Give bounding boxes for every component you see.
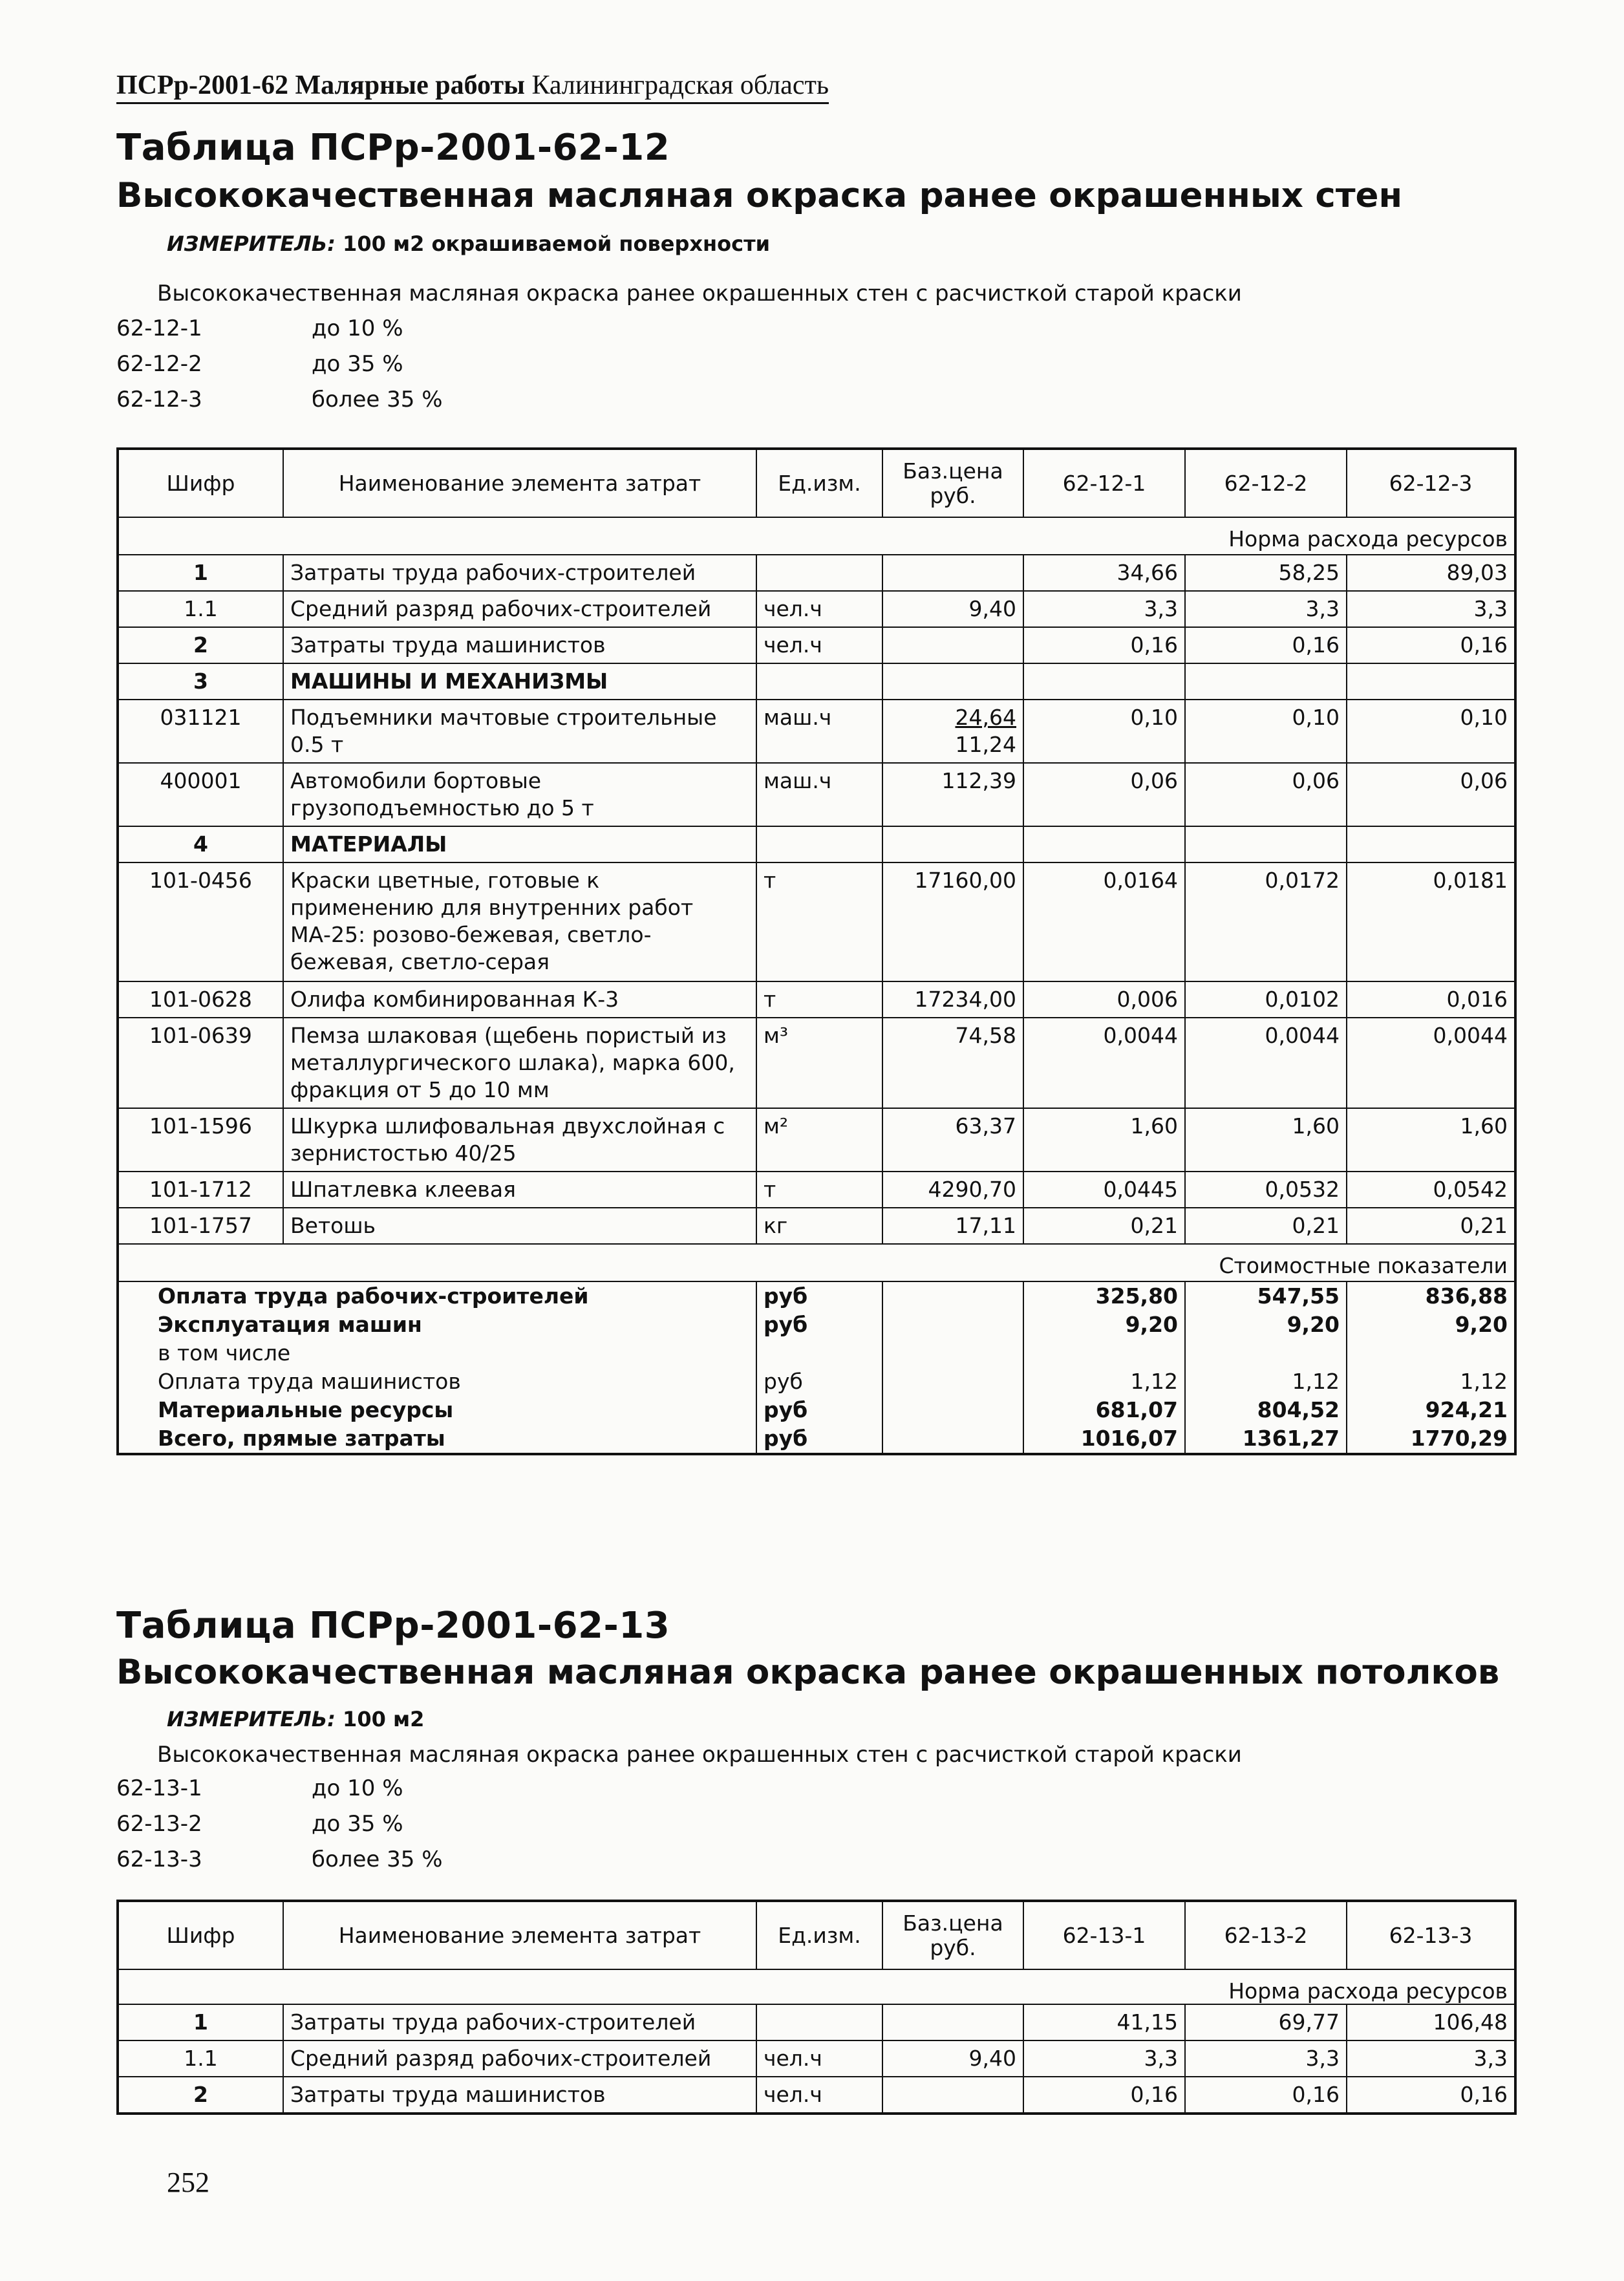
variant-code: 62-12-2 [116, 351, 202, 377]
row-v3: 0,16 [1347, 627, 1515, 663]
row-v2: 58,25 [1185, 555, 1347, 591]
row-v3: 0,16 [1347, 2077, 1515, 2114]
summary-price [882, 1339, 1023, 1367]
col-variant-2: 62-12-2 [1185, 449, 1347, 517]
row-v3 [1347, 663, 1515, 700]
row-v1: 41,15 [1023, 2004, 1185, 2040]
doc-code: ПСРр-2001-62 Малярные работы [116, 70, 525, 100]
row-v1: 0,0445 [1023, 1172, 1185, 1208]
table2-measure [167, 1707, 424, 1731]
variant-code: 62-13-1 [116, 1775, 202, 1801]
running-header [116, 70, 829, 104]
variant-code: 62-13-2 [116, 1811, 202, 1837]
row-price: 9,40 [882, 2040, 1023, 2077]
row-v3: 3,3 [1347, 591, 1515, 627]
col-price: Баз.цена руб. [882, 449, 1023, 517]
row-price [882, 663, 1023, 700]
row-name: Шкурка шлифовальная двухслойная с зернистостью 40/25 [283, 1108, 756, 1172]
table-row [118, 763, 1515, 826]
section-row [118, 663, 1515, 700]
variant-text: до 10 % [312, 1775, 403, 1801]
table-row [118, 2077, 1515, 2114]
section-row [118, 826, 1515, 862]
row-v3: 0,21 [1347, 1208, 1515, 1244]
summary-unit: руб [756, 1396, 882, 1424]
row-price [882, 700, 1023, 763]
table-row [118, 2004, 1515, 2040]
row-v2: 0,16 [1185, 2077, 1347, 2114]
summary-v3: 1770,29 [1347, 1424, 1515, 1454]
row-unit [756, 2004, 882, 2040]
row-code: 2 [118, 2077, 283, 2114]
col-code: Шифр [118, 449, 283, 517]
table1-measure [167, 231, 770, 256]
col-variant-3: 62-12-3 [1347, 449, 1515, 517]
row-price: 17,11 [882, 1208, 1023, 1244]
measure-value: 100 м2 окрашиваемой поверхности [343, 231, 771, 256]
variant-text: более 35 % [312, 1847, 443, 1872]
row-price: 17160,00 [882, 862, 1023, 981]
row-v1: 0,06 [1023, 763, 1185, 826]
norm-section-row [118, 1969, 1515, 2004]
row-v2 [1185, 663, 1347, 700]
table2-title: Таблица ПСРр-2001-62-13 [116, 1605, 670, 1647]
row-unit: чел.ч [756, 2077, 882, 2114]
row-v3: 3,3 [1347, 2040, 1515, 2077]
table2-description: Высококачественная масляная окраска ранее окрашенных стен с расчисткой старой краски [157, 1742, 1242, 1768]
summary-v1 [1023, 1339, 1185, 1367]
row-v3: 0,016 [1347, 981, 1515, 1018]
summary-unit: руб [756, 1367, 882, 1396]
row-unit [756, 663, 882, 700]
cost-label: Стоимостные показатели [118, 1244, 1515, 1281]
row-v3: 0,0044 [1347, 1018, 1515, 1108]
row-name: МАТЕРИАЛЫ [283, 826, 756, 862]
row-name: МАШИНЫ И МЕХАНИЗМЫ [283, 663, 756, 700]
row-unit: т [756, 1172, 882, 1208]
variant-text: до 35 % [312, 1811, 403, 1837]
summary-v1: 1,12 [1023, 1367, 1185, 1396]
row-v3: 0,0181 [1347, 862, 1515, 981]
row-v2: 0,0532 [1185, 1172, 1347, 1208]
row-name: Затраты труда машинистов [283, 2077, 756, 2114]
table2-subtitle: Высококачественная масляная окраска ранее окрашенных потолков [116, 1653, 1500, 1692]
row-price [882, 627, 1023, 663]
summary-unit: руб [756, 1281, 882, 1311]
table2-variant [116, 1847, 443, 1872]
table1-variant [116, 316, 403, 341]
row-price [882, 826, 1023, 862]
row-code: 3 [118, 663, 283, 700]
row-name: Подъемники мачтовые строительные 0.5 т [283, 700, 756, 763]
row-v1: 0,0164 [1023, 862, 1185, 981]
table1-subtitle: Высококачественная масляная окраска ранее окрашенных стен [116, 176, 1403, 215]
summary-row [118, 1339, 1515, 1367]
summary-v2 [1185, 1339, 1347, 1367]
row-v2: 69,77 [1185, 2004, 1347, 2040]
summary-name: Всего, прямые затраты [158, 1426, 445, 1451]
norm-label: Норма расхода ресурсов [118, 1969, 1515, 2004]
row-v2 [1185, 826, 1347, 862]
summary-unit [756, 1339, 882, 1367]
norm-label: Норма расхода ресурсов [118, 517, 1515, 555]
table-row [118, 591, 1515, 627]
col-variant-2: 62-13-2 [1185, 1901, 1347, 1969]
row-unit: м² [756, 1108, 882, 1172]
cost-section-row [118, 1244, 1515, 1281]
table2-variant [116, 1775, 403, 1801]
summary-unit: руб [756, 1424, 882, 1454]
row-v2: 0,21 [1185, 1208, 1347, 1244]
row-name: Олифа комбинированная К-3 [283, 981, 756, 1018]
table-row [118, 1108, 1515, 1172]
row-v2: 0,0044 [1185, 1018, 1347, 1108]
table1-description: Высококачественная масляная окраска ранее окрашенных стен с расчисткой старой краски [157, 281, 1242, 306]
price-value-2: 11,24 [955, 732, 1016, 757]
row-code: 1 [118, 555, 283, 591]
row-v3: 106,48 [1347, 2004, 1515, 2040]
row-price [882, 2004, 1023, 2040]
row-code: 101-0628 [118, 981, 283, 1018]
row-v1: 0,10 [1023, 700, 1185, 763]
row-price [882, 555, 1023, 591]
table-row [118, 2040, 1515, 2077]
col-name: Наименование элемента затрат [283, 1901, 756, 1969]
summary-v2: 547,55 [1185, 1281, 1347, 1311]
region: Калининградская область [531, 70, 829, 100]
row-price: 17234,00 [882, 981, 1023, 1018]
summary-name: Материальные ресурсы [158, 1397, 454, 1422]
row-v1 [1023, 826, 1185, 862]
col-code: Шифр [118, 1901, 283, 1969]
row-code: 400001 [118, 763, 283, 826]
table1-resource-table [116, 447, 1517, 1455]
row-unit [756, 826, 882, 862]
summary-v3: 924,21 [1347, 1396, 1515, 1424]
row-v2: 0,06 [1185, 763, 1347, 826]
summary-v3: 9,20 [1347, 1311, 1515, 1339]
row-unit: кг [756, 1208, 882, 1244]
summary-row [118, 1396, 1515, 1424]
row-name: Пемза шлаковая (щебень пористый из металлургического шлака), марка 600, фракция от 5 до 10 мм [283, 1018, 756, 1108]
variant-code: 62-12-3 [116, 387, 202, 412]
row-code: 1.1 [118, 591, 283, 627]
summary-v1: 9,20 [1023, 1311, 1185, 1339]
row-v3: 0,06 [1347, 763, 1515, 826]
summary-row [118, 1281, 1515, 1311]
norm-section-row [118, 517, 1515, 555]
row-price: 74,58 [882, 1018, 1023, 1108]
row-name: Средний разряд рабочих-строителей [283, 2040, 756, 2077]
table-row [118, 1208, 1515, 1244]
table-row [118, 1018, 1515, 1108]
row-v1: 0,0044 [1023, 1018, 1185, 1108]
row-v2: 1,60 [1185, 1108, 1347, 1172]
row-price: 4290,70 [882, 1172, 1023, 1208]
table1-variant [116, 387, 443, 412]
row-name: Затраты труда рабочих-строителей [283, 2004, 756, 2040]
table-row [118, 700, 1515, 763]
page-number: 252 [167, 2167, 209, 2198]
row-v3: 0,0542 [1347, 1172, 1515, 1208]
row-code: 1 [118, 2004, 283, 2040]
row-unit: чел.ч [756, 2040, 882, 2077]
table2-variant [116, 1811, 403, 1837]
table1-variant [116, 351, 403, 377]
table-row [118, 981, 1515, 1018]
row-code: 1.1 [118, 2040, 283, 2077]
table-row [118, 627, 1515, 663]
row-code: 101-0639 [118, 1018, 283, 1108]
summary-v2: 1,12 [1185, 1367, 1347, 1396]
row-v2: 0,10 [1185, 700, 1347, 763]
col-variant-1: 62-12-1 [1023, 449, 1185, 517]
row-unit [756, 555, 882, 591]
summary-v1: 681,07 [1023, 1396, 1185, 1424]
row-code: 031121 [118, 700, 283, 763]
price-value: 24,64 [955, 705, 1016, 730]
row-unit: т [756, 862, 882, 981]
variant-text: до 10 % [312, 316, 403, 341]
row-code: 101-0456 [118, 862, 283, 981]
row-unit: чел.ч [756, 627, 882, 663]
row-code: 101-1596 [118, 1108, 283, 1172]
measure-label: ИЗМЕРИТЕЛЬ: [167, 1707, 336, 1731]
row-code: 101-1712 [118, 1172, 283, 1208]
col-variant-1: 62-13-1 [1023, 1901, 1185, 1969]
row-unit: маш.ч [756, 700, 882, 763]
summary-v1: 1016,07 [1023, 1424, 1185, 1454]
row-v3: 1,60 [1347, 1108, 1515, 1172]
row-v2: 0,0172 [1185, 862, 1347, 981]
summary-v3 [1347, 1339, 1515, 1367]
col-name: Наименование элемента затрат [283, 449, 756, 517]
row-v2: 0,0102 [1185, 981, 1347, 1018]
row-v2: 0,16 [1185, 627, 1347, 663]
row-name: Затраты труда машинистов [283, 627, 756, 663]
measure-label: ИЗМЕРИТЕЛЬ: [167, 231, 336, 256]
summary-price [882, 1367, 1023, 1396]
summary-v2: 804,52 [1185, 1396, 1347, 1424]
variant-text: до 35 % [312, 351, 403, 377]
row-v2: 3,3 [1185, 591, 1347, 627]
row-price: 112,39 [882, 763, 1023, 826]
row-name: Затраты труда рабочих-строителей [283, 555, 756, 591]
table-row [118, 862, 1515, 981]
summary-name: в том числе [158, 1340, 291, 1365]
variant-code: 62-12-1 [116, 316, 202, 341]
row-code: 101-1757 [118, 1208, 283, 1244]
row-v3 [1347, 826, 1515, 862]
row-v1: 34,66 [1023, 555, 1185, 591]
summary-name: Эксплуатация машин [158, 1312, 422, 1337]
table-header-row [118, 1901, 1515, 1969]
row-v1: 0,21 [1023, 1208, 1185, 1244]
summary-price [882, 1396, 1023, 1424]
summary-price [882, 1281, 1023, 1311]
col-unit: Ед.изм. [756, 1901, 882, 1969]
table2-resource-table [116, 1900, 1517, 2115]
row-unit: т [756, 981, 882, 1018]
row-name: Краски цветные, готовые к применению для внутренних работ МА-25: розово-бежевая, светло-бежевая, светло-серая [283, 862, 756, 981]
row-v1 [1023, 663, 1185, 700]
summary-v3: 1,12 [1347, 1367, 1515, 1396]
summary-row [118, 1311, 1515, 1339]
col-unit: Ед.изм. [756, 449, 882, 517]
summary-row [118, 1424, 1515, 1454]
summary-price [882, 1311, 1023, 1339]
row-v1: 3,3 [1023, 591, 1185, 627]
col-price: Баз.цена руб. [882, 1901, 1023, 1969]
summary-unit: руб [756, 1311, 882, 1339]
measure-value: 100 м2 [343, 1707, 425, 1731]
summary-row [118, 1367, 1515, 1396]
row-code: 2 [118, 627, 283, 663]
row-code: 4 [118, 826, 283, 862]
summary-price [882, 1424, 1023, 1454]
row-v2: 3,3 [1185, 2040, 1347, 2077]
row-name: Ветошь [283, 1208, 756, 1244]
row-v1: 0,16 [1023, 2077, 1185, 2114]
variant-code: 62-13-3 [116, 1847, 202, 1872]
row-v1: 1,60 [1023, 1108, 1185, 1172]
variant-text: более 35 % [312, 387, 443, 412]
col-variant-3: 62-13-3 [1347, 1901, 1515, 1969]
row-price: 9,40 [882, 591, 1023, 627]
summary-name: Оплата труда рабочих-строителей [158, 1283, 589, 1309]
table-row [118, 555, 1515, 591]
row-name: Средний разряд рабочих-строителей [283, 591, 756, 627]
summary-name: Оплата труда машинистов [158, 1369, 461, 1394]
row-price [882, 2077, 1023, 2114]
row-v1: 0,16 [1023, 627, 1185, 663]
row-v3: 0,10 [1347, 700, 1515, 763]
row-name: Автомобили бортовые грузоподъемностью до 5 т [283, 763, 756, 826]
row-unit: м³ [756, 1018, 882, 1108]
table1-title: Таблица ПСРр-2001-62-12 [116, 127, 670, 169]
table-header-row [118, 449, 1515, 517]
row-v1: 3,3 [1023, 2040, 1185, 2077]
summary-v2: 1361,27 [1185, 1424, 1347, 1454]
row-v1: 0,006 [1023, 981, 1185, 1018]
row-name: Шпатлевка клеевая [283, 1172, 756, 1208]
summary-v3: 836,88 [1347, 1281, 1515, 1311]
row-price: 63,37 [882, 1108, 1023, 1172]
row-unit: чел.ч [756, 591, 882, 627]
summary-v1: 325,80 [1023, 1281, 1185, 1311]
summary-v2: 9,20 [1185, 1311, 1347, 1339]
row-unit: маш.ч [756, 763, 882, 826]
row-v3: 89,03 [1347, 555, 1515, 591]
table-row [118, 1172, 1515, 1208]
